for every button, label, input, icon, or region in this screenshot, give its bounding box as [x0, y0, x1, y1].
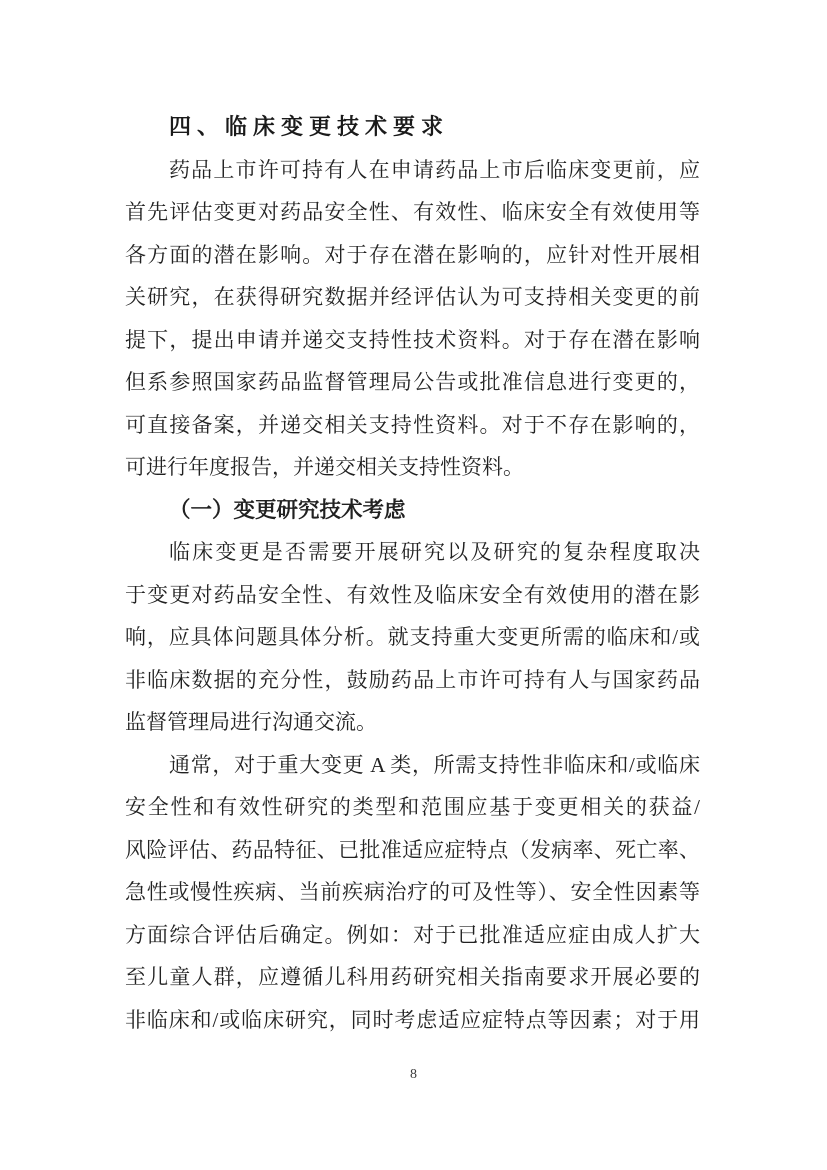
text-line: 风险评估、药品特征、已批准适应症特点（发病率、死亡率、	[125, 837, 700, 862]
text-line: 提下，提出申请并递交支持性技术资料。对于存在潜在影响	[125, 327, 700, 352]
text-line: 通常，对于重大变更 A 类，所需支持性非临床和/或临床	[169, 752, 700, 777]
paragraph-3	[125, 744, 700, 1042]
text-line: 各方面的潜在影响。对于存在潜在影响的，应针对性开展相	[125, 242, 700, 267]
text-line: 药品上市许可持有人在申请药品上市后临床变更前，应	[169, 157, 700, 182]
paragraph-2	[125, 531, 700, 744]
text-block	[125, 106, 700, 1041]
text-line: 临床变更是否需要开展研究以及研究的复杂程度取决	[169, 540, 700, 564]
page-footer	[0, 1062, 827, 1088]
text-line: 于变更对药品安全性、有效性及临床安全有效使用的潜在影	[125, 582, 700, 607]
subsection-heading: （一）变更研究技术考虑	[169, 497, 406, 522]
text-line: 方面综合评估后确定。例如：对于已批准适应症由成人扩大	[125, 922, 700, 947]
page-number: 8	[410, 1067, 417, 1082]
text-line: 首先评估变更对药品安全性、有效性、临床安全有效使用等	[125, 200, 700, 224]
text-line: 至儿童人群，应遵循儿科用药研究相关指南要求开展必要的	[125, 965, 700, 989]
text-line: 可进行年度报告，并递交相关支持性资料。	[125, 455, 524, 479]
text-line: 监督管理局进行沟通交流。	[125, 710, 377, 734]
text-line: 安全性和有效性研究的类型和范围应基于变更相关的获益/	[125, 795, 700, 819]
text-line: 但系参照国家药品监督管理局公告或批准信息进行变更的，	[125, 370, 700, 394]
text-line: 非临床数据的充分性，鼓励药品上市许可持有人与国家药品	[125, 667, 700, 692]
text-line: 关研究，在获得研究数据并经评估认为可支持相关变更的前	[125, 285, 700, 309]
text-line: 急性或慢性疾病、当前疾病治疗的可及性等）、安全性因素等	[125, 880, 700, 904]
text-line: 响，应具体问题具体分析。就支持重大变更所需的临床和/或	[125, 625, 700, 649]
section-heading: 四、临床变更技术要求	[169, 114, 450, 139]
text-line: 非临床和/或临床研究，同时考虑适应症特点等因素；对于用	[125, 1007, 700, 1032]
text-line: 可直接备案，并递交相关支持性资料。对于不存在影响的，	[125, 412, 700, 437]
paragraph-1	[125, 149, 700, 489]
